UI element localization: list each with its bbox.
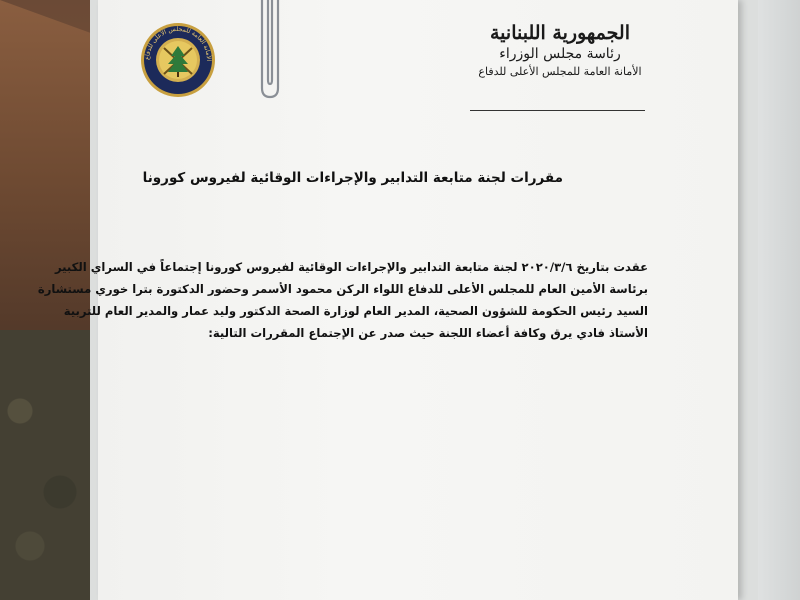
- body-line-3: السيد رئيس الحكومة للشؤون الصحية، المدير العام لوزارة الصحة الدكتور وليد عمار والمدير العام للتربية: [63, 304, 648, 318]
- letterhead-rule: [470, 110, 645, 111]
- letterhead-presidency: رئاسة مجلس الوزراء: [499, 46, 621, 62]
- emblem-ring-text: الأمانة العامة للمجلس الأعلى للدفاع: [143, 25, 213, 62]
- body-line-2: برئاسة الأمين العام للمجلس الأعلى للدفاع اللواء الركن محمود الأسمر وحضور الدكتورة بترا خوري مستشارة: [37, 282, 648, 296]
- fabric-background: [0, 330, 100, 600]
- document-body: [37, 256, 648, 344]
- letterhead-republic: الجمهورية اللبنانية: [490, 22, 630, 44]
- letterhead-secretariat: الأمانة العامة للمجلس الأعلى للدفاع: [478, 65, 642, 78]
- body-line-1: عقدت بتاريخ ٢٠٢٠/٣/٦ لجنة متابعة التدابير والإجراءات الوقائية لفيروس كورونا إجتماعاً في السراي الكبير: [54, 260, 648, 274]
- council-emblem: [140, 22, 216, 98]
- body-line-4: الأستاذ فادي يرق وكافة أعضاء اللجنة حيث صدر عن الإجتماع المقررات التالية:: [208, 326, 648, 340]
- document-title: مقررات لجنة متابعة التدابير والإجراءات الوقائية لفيروس كورونا: [142, 170, 563, 186]
- letterhead: [470, 22, 650, 97]
- paper-clip-icon: [256, 0, 286, 100]
